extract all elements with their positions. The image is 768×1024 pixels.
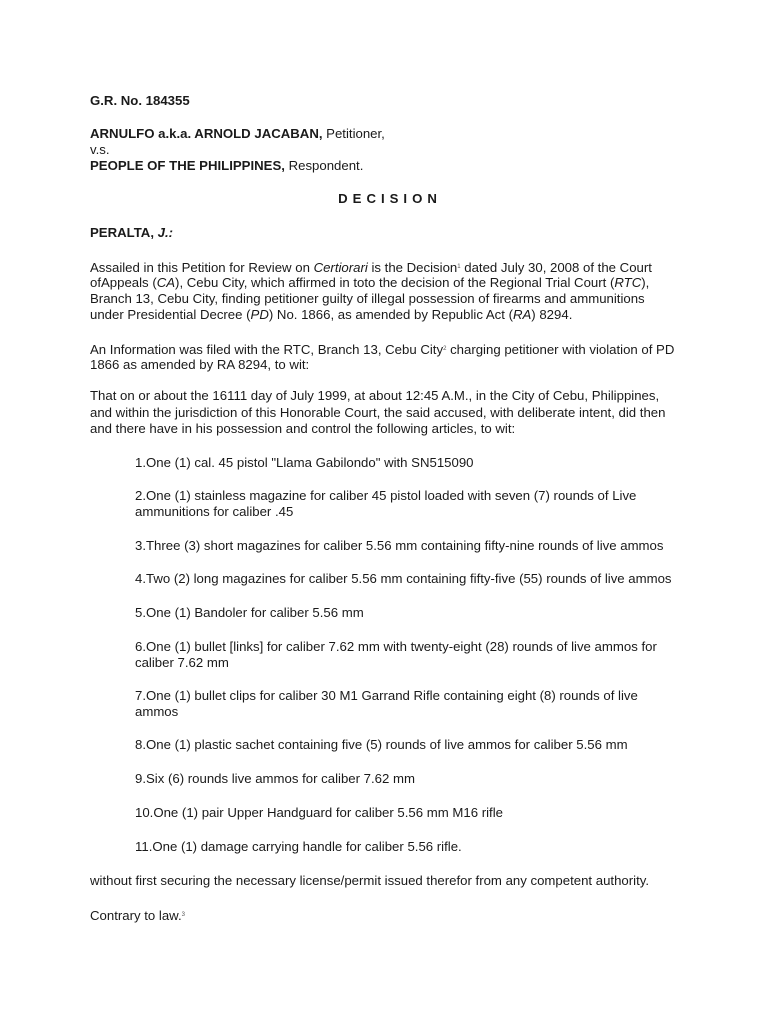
paragraph-1-line-4 [90, 307, 572, 323]
list-item-7: 7.One (1) bullet clips for caliber 30 M1 Garrand Rifle containing eight (8) rounds of live [135, 688, 638, 703]
list-item-1: 1.One (1) cal. 45 pistol "Llama Gabilondo" with SN515090 [135, 455, 474, 470]
versus-text: v.s. [90, 142, 110, 157]
list-item-9: 9.Six (6) rounds live ammos for caliber 7.62 mm [135, 771, 415, 786]
text-run: ofAppeals ( [90, 275, 157, 290]
list-item-3: 3.Three (3) short magazines for caliber 5.56 mm containing fifty-nine rounds of live ammos [135, 538, 664, 553]
text-run: charging petitioner with violation of PD [446, 342, 675, 357]
paragraph-1-line-3: Branch 13, Cebu City, finding petitioner guilty of illegal possession of firearms and ammunitions [90, 291, 645, 306]
text-run-italic: PD [250, 307, 269, 322]
list-item-11: 11.One (1) damage carrying handle for caliber 5.56 rifle. [135, 839, 462, 854]
text-run: Contrary to law. [90, 908, 182, 923]
paragraph-3-line-3: and there have in his possession and control the following articles, to wit: [90, 421, 516, 436]
text-run: ) No. 1866, as amended by Republic Act ( [268, 307, 513, 322]
closing-line: without first securing the necessary license/permit issued therefor from any competent authority. [90, 873, 650, 888]
petitioner-name: ARNULFO a.k.a. ARNOLD JACABAN, [90, 126, 323, 141]
contrary-to-law [90, 907, 185, 924]
list-item-10: 10.One (1) pair Upper Handguard for caliber 5.56 mm M16 rifle [135, 805, 503, 820]
petitioner-role: Petitioner, [322, 126, 385, 141]
text-run: is the Decision [367, 260, 458, 275]
text-run: Assailed in this Petition for Review on [90, 260, 314, 275]
text-run: ), [641, 275, 650, 290]
decision-title: DECISION [338, 191, 442, 206]
footnote-ref-3[interactable]: 3 [181, 912, 185, 918]
respondent-name: PEOPLE OF THE PHILIPPINES, [90, 158, 285, 173]
list-item-5: 5.One (1) Bandoler for caliber 5.56 mm [135, 605, 364, 620]
petitioner-line [90, 126, 385, 142]
text-run: ) 8294. [531, 307, 573, 322]
list-item-2: 2.One (1) stainless magazine for caliber 45 pistol loaded with seven (7) rounds of Live [135, 488, 637, 503]
text-run: An Information was filed with the RTC, Branch 13, Cebu City [90, 342, 444, 357]
ponente [90, 225, 173, 241]
list-item-8: 8.One (1) plastic sachet containing five (5) rounds of live ammos for caliber 5.56 mm [135, 737, 628, 752]
paragraph-1-line-2 [90, 275, 649, 291]
case-number: G.R. No. 184355 [90, 93, 190, 108]
footnote-ref-2[interactable]: 2 [443, 346, 447, 352]
respondent-line [90, 158, 363, 174]
ponente-name: PERALTA, [90, 225, 158, 240]
list-item-6-cont: caliber 7.62 mm [135, 655, 229, 670]
text-run-italic: CA [156, 275, 176, 290]
text-run-italic: RTC [614, 275, 642, 290]
paragraph-3-line-2: and within the jurisdiction of this Honorable Court, the said accused, with deliberate intent, did then [90, 405, 666, 420]
text-run-italic: RA [512, 307, 532, 322]
paragraph-3-line-1: That on or about the 16111 day of July 1999, at about 12:45 A.M., in the City of Cebu, Philippines, [90, 388, 660, 403]
text-run: under Presidential Decree ( [90, 307, 251, 322]
text-run: ), Cebu City, which affirmed in toto the decision of the Regional Trial Court ( [175, 275, 615, 290]
paragraph-2-line-2: 1866 as amended by RA 8294, to wit: [90, 357, 310, 372]
text-run-italic: Certiorari [313, 260, 368, 275]
list-item-2-cont: ammunitions for caliber .45 [135, 504, 294, 519]
list-item-6: 6.One (1) bullet [links] for caliber 7.62 mm with twenty-eight (28) rounds of live ammos for [135, 639, 657, 654]
list-item-4: 4.Two (2) long magazines for caliber 5.56 mm containing fifty-five (55) rounds of live ammos [135, 571, 672, 586]
list-item-7-cont: ammos [135, 704, 179, 719]
document-page [90, 0, 690, 1024]
paragraph-1-line-1 [90, 259, 652, 276]
footnote-ref-1[interactable]: 1 [457, 264, 461, 270]
paragraph-2-line-1 [90, 341, 674, 358]
ponente-suffix: J.: [157, 225, 174, 240]
respondent-role: Respondent. [284, 158, 364, 173]
text-run: dated July 30, 2008 of the Court [460, 260, 652, 275]
